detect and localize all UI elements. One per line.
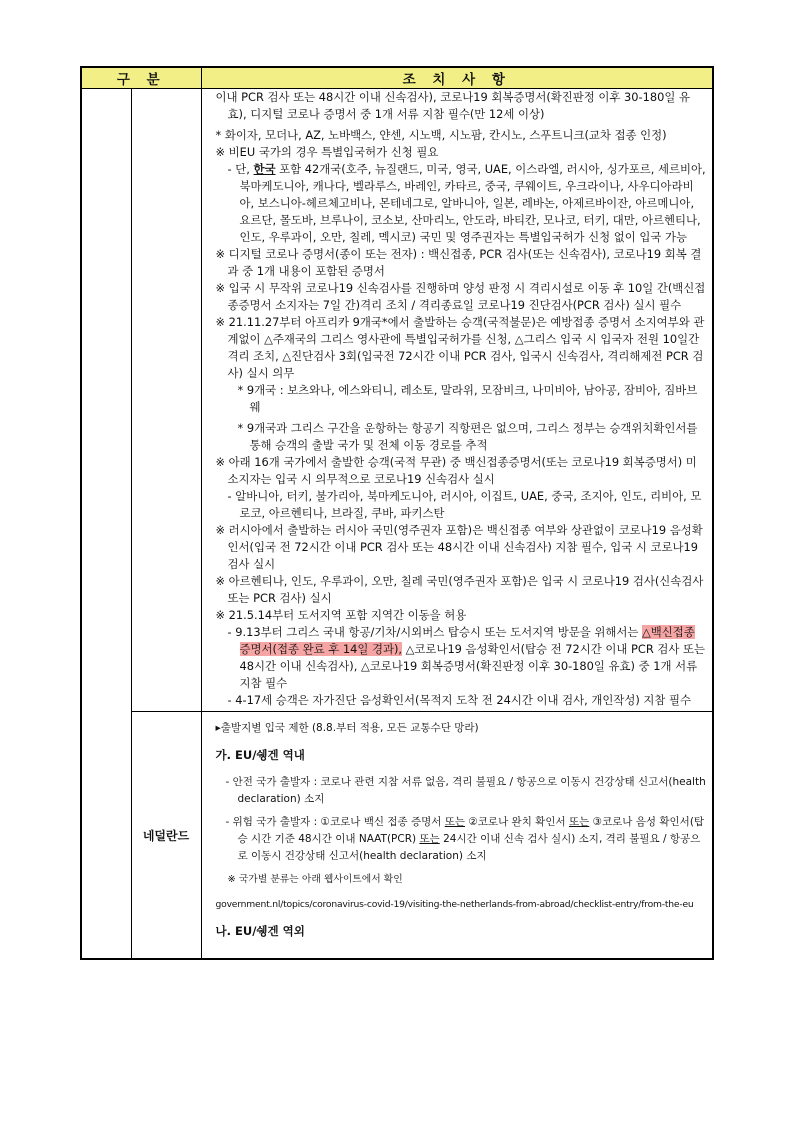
highlighted-text: △백신접종 증명서(접종 완료 후 14일 경과), [239, 625, 695, 656]
risk-country-rule: - 위험 국가 출발자 : ①코로나 백신 접종 증명서 또는 ②코로나 완치 확인서 또는 ③코로나 음성 확인서(탑승 시간 기준 48시간 이내 NAAT(PCR) 또는 24시간 이내 신속 검사 실시) 소지, 격리 불필요 / 항공으로 이동시 건강상태 신고서(health declaration) 소지 [225, 816, 705, 862]
table-row-netherlands [81, 712, 713, 960]
classification-note: ※ 국가별 분류는 아래 웹사이트에서 확인 [227, 874, 403, 885]
category-cell-netherlands: 네덜란드 [131, 712, 201, 960]
country-list: - 알바니아, 터키, 불가리아, 북마케도니아, 러시아, 이집트, UAE, 중국, 조지아, 인도, 리비아, 모로코, 아르헨티나, 브라질, 쿠바, 파키스탄 [227, 489, 702, 520]
measures-cell-netherlands [201, 712, 713, 960]
section-heading-non-eu: 나. EU/쉥겐 역외 [215, 924, 305, 938]
header-category: 구 분 [81, 67, 201, 89]
vaccine-list-note: * 화이자, 모더나, AZ, 노바백스, 얀센, 시노백, 시노팜, 칸시노, 스푸트니크(교차 접종 인정) [215, 128, 667, 142]
section-heading-eu: 가. EU/쉥겐 역내 [215, 748, 305, 762]
korea-highlight: 한국 [253, 162, 276, 176]
table-header-row [81, 67, 713, 89]
domestic-travel-rule: - 9.13부터 그리스 국내 항공/기차/시외버스 탑승시 또는 도서지역 방문을 위해서는 △백신접종 증명서(접종 완료 후 14일 경과), △코로나19 음성확인서(탑승 전 72시간 이내 PCR 검사 또는 48시간 이내 신속검사), △코로나19 회복증명서(확진판정 이후 30-180일 유효) 중 1개 서류 지참 필수 [227, 625, 706, 690]
subnote: * 9개국 : 보츠와나, 에스와티니, 레소토, 말라위, 모잠비크, 나미비아, 남아공, 잠비아, 짐바브웨 [237, 383, 698, 414]
note: ※ 21.5.14부터 도서지역 포함 지역간 이동을 허용 [215, 608, 467, 622]
table-row-greece [81, 89, 713, 712]
minor-rule: - 4-17세 승객은 자가진단 음성확인서(목적지 도착 전 24시간 이내 검사, 개인작성) 지참 필수 [227, 693, 692, 707]
note: ※ 21.11.27부터 아프리카 9개국*에서 출발하는 승객(국적불문)은 예방접종 증명서 소지여부와 관계없이 △주재국의 그리스 영사관에 특별입국허가를 신청, △그리스 입국 시 입국자 전원 10일간 격리 조치, △진단검사 3회(입국전 72시간 이내 PCR 검사, 입국시 신속검사, 격리해제전 PCR 검사) 실시 의무 [215, 315, 705, 380]
measures-cell-greece [201, 89, 713, 712]
intro-line: ▸출발지별 입국 제한 (8.8.부터 적용, 모든 교통수단 망라) [215, 722, 479, 734]
region-cell-empty [81, 89, 131, 960]
note: ※ 아래 16개 국가에서 출발한 승객(국적 무관) 중 백신접종증명서(또는 코로나19 회복증명서) 미소지자는 입국 시 의무적으로 코로나19 신속검사 실시 [215, 455, 697, 486]
measures-table [80, 66, 714, 960]
paragraph: 이내 PCR 검사 또는 48시간 이내 신속검사), 코로나19 회복증명서(확진판정 이후 30-180일 유효), 디지털 코로나 증명서 중 1개 서류 지참 필수(만 12세 이상) [215, 90, 691, 121]
website-link[interactable]: government.nl/topics/coronavirus-covid-19/visiting-the-netherlands-from-abroad/checklist-entry/from-the-eu [215, 899, 694, 910]
category-cell-greece [131, 89, 201, 712]
note: ※ 비EU 국가의 경우 특별입국허가 신청 필요 [215, 145, 439, 159]
safe-country-rule: - 안전 국가 출발자 : 코로나 관련 지참 서류 없음, 격리 불필요 / 항공으로 이동시 건강상태 신고서(health declaration) 소지 [225, 776, 706, 805]
note: ※ 아르헨티나, 인도, 우루과이, 오만, 칠레 국민(영주권자 포함)은 입국 시 코로나19 검사(신속검사 또는 PCR 검사) 실시 [215, 574, 704, 605]
note: ※ 러시아에서 출발하는 러시아 국민(영주권자 포함)은 백신접종 여부와 상관없이 코로나19 음성확인서(입국 전 72시간 이내 PCR 검사 또는 48시간 이내 신속검사) 지참 필수, 입국 시 코로나19 검사 실시 [215, 523, 703, 571]
note: ※ 디지털 코로나 증명서(종이 또는 전자) : 백신접종, PCR 검사(또는 신속검사), 코로나19 회복 결과 중 1개 내용이 포함된 증명서 [215, 247, 702, 278]
subnote: * 9개국과 그리스 구간을 운항하는 항공기 직항편은 없으며, 그리스 정부는 승객위치확인서를 통해 승객의 출발 국가 및 전체 이동 경로를 추적 [237, 421, 698, 452]
note: ※ 입국 시 무작위 코로나19 신속검사를 진행하며 양성 판정 시 격리시설로 이동 후 10일 간(백신접종증명서 소지자는 7일 간)격리 조치 / 격리종료일 코로나19 진단검사(PCR 검사) 실시 필수 [215, 281, 706, 312]
header-measures: 조 치 사 항 [201, 67, 713, 89]
exempt-countries: - 단, 한국 포함 42개국(호주, 뉴질랜드, 미국, 영국, UAE, 이스라엘, 러시아, 싱가포르, 세르비아, 북마케도니아, 캐나다, 벨라루스, 바레인, 카타르, 중국, 쿠웨이트, 우크라이나, 사우디아라비아, 보스니아-헤르체고비나, 몬테네그로, 알바니아, 일본, 레바논, 아제르바이잔, 아르메니아, 요르단, 몰도바, 브루나이, 코소보, 산마리노, 안도라, 바티칸, 모나코, 터키, 대만, 아르헨티나, 인도, 우루과이, 오만, 칠레, 멕시코) 국민 및 영주권자는 특별입국허가 신청 없이 입국 가능 [227, 162, 706, 244]
